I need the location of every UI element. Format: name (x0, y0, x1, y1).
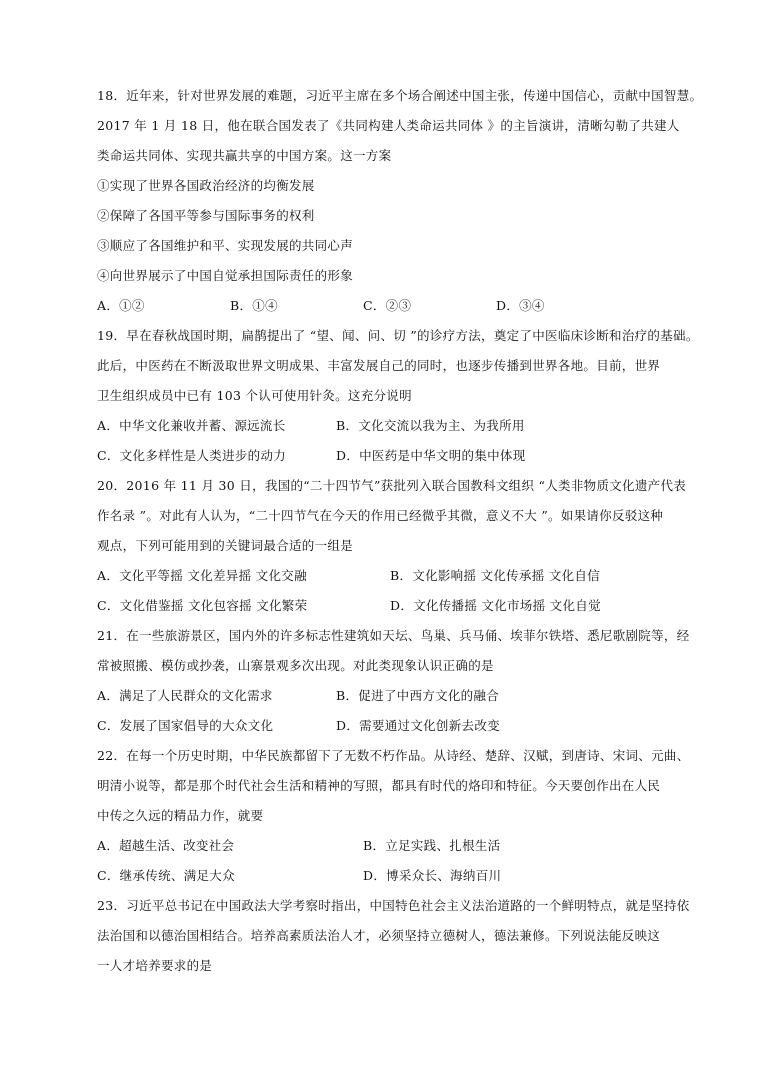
q19-option-b: B．文化交流以我为主、为我所用 (336, 418, 525, 433)
q19-option-c: C．文化多样性是人类进步的动力 (97, 448, 287, 463)
q21-option-b: B．促进了中西方文化的融合 (336, 688, 500, 703)
q18-statement-1: ①实现了世界各国政治经济的均衡发展 (97, 178, 315, 193)
q20-line-3: 观点，下列可能用到的关键词最合适的一组是 (97, 538, 354, 553)
q18-option-c: C．②③ (363, 298, 412, 313)
q21-line-2: 常被照搬、模仿或抄袭，山寨景观多次出现。对此类现象认识正确的是 (97, 658, 494, 673)
q22-line-1: 22．在每一个历史时期，中华民族都留下了无数不朽作品。从诗经、楚辞、汉赋，到唐诗、宋词、元曲、 (97, 748, 690, 763)
q22-line-2: 明清小说等，都是那个时代社会生活和精神的写照，都具有时代的烙印和特征。今天要创作出在人民 (97, 778, 661, 793)
q18-line-2: 2017 年 1 月 18 日，他在联合国发表了《共同构建人类命运共同体 》的主旨演讲，清晰勾勒了共建人 (97, 118, 680, 133)
q19-option-a: A．中华文化兼收并蓄、源远流长 (97, 418, 286, 433)
q18-option-a: A．①② (97, 298, 145, 313)
q19-line-1: 19．早在春秋战国时期，扁鹊提出了 “望、闻、问、切 ”的诊疗方法，奠定了中医临床诊断和治疗的基础。 (97, 328, 699, 343)
q18-statement-3: ③顺应了各国维护和平、实现发展的共同心声 (97, 238, 354, 253)
q22-option-b: B．立足实践、扎根生活 (363, 838, 501, 853)
q20-option-d: D．文化传播摇 文化市场摇 文化自觉 (390, 598, 601, 613)
q20-line-2: 作名录 ”。对此有人认为，“二十四节气在今天的作用已经微乎其微，意义不大 ”。如果请你反驳这种 (97, 508, 664, 523)
q20-option-a: A．文化平等摇 文化差异摇 文化交融 (97, 568, 307, 583)
q22-option-a: A．超越生活、改变社会 (97, 838, 235, 853)
q18-statement-2: ②保障了各国平等参与国际事务的权利 (97, 208, 315, 223)
q18-option-d: D．③④ (496, 298, 545, 313)
q19-line-2: 此后，中医药在不断汲取世界文明成果、丰富发展自己的同时，也逐步传播到世界各地。目前，世界 (97, 358, 661, 373)
q22-line-3: 中传之久远的精品力作，就要 (97, 808, 264, 823)
q21-option-a: A．满足了人民群众的文化需求 (97, 688, 273, 703)
q22-option-c: C．继承传统、满足大众 (97, 868, 235, 883)
q18-option-b: B．①④ (230, 298, 278, 313)
q20-line-1: 20．2016 年 11 月 30 日，我国的“二十四节气”获批列入联合国教科文组织 “人类非物质文化遗产代表 (97, 478, 687, 493)
q23-line-1: 23．习近平总书记在中国政法大学考察时指出，中国特色社会主义法治道路的一个鲜明特点，就是坚持依 (97, 898, 690, 913)
q18-line-3: 类命运共同体、实现共赢共享的中国方案。这一方案 (97, 148, 392, 163)
q18-line-1: 18．近年来，针对世界发展的难题，习近平主席在多个场合阐述中国主张，传递中国信心，贡献中国智慧。 (97, 88, 703, 103)
q20-option-b: B．文化影响摇 文化传承摇 文化自信 (390, 568, 601, 583)
q23-line-2: 法治国和以德治国相结合。培养高素质法治人才，必须坚持立德树人，德法兼修。下列说法能反映这 (97, 928, 661, 943)
q21-option-c: C．发展了国家倡导的大众文化 (97, 718, 274, 733)
q21-line-1: 21．在一些旅游景区，国内外的许多标志性建筑如天坛、鸟巢、兵马俑、埃菲尔铁塔、悉尼歌剧院等，经 (97, 628, 690, 643)
q20-option-c: C．文化借鉴摇 文化包容摇 文化繁荣 (97, 598, 308, 613)
q19-line-3: 卫生组织成员中已有 103 个认可使用针灸。这充分说明 (97, 388, 412, 403)
q23-line-3: 一人才培养要求的是 (97, 958, 213, 973)
q18-statement-4: ④向世界展示了中国自觉承担国际责任的形象 (97, 268, 354, 283)
q21-option-d: D．需要通过文化创新去改变 (336, 718, 500, 733)
q22-option-d: D．博采众长、海纳百川 (363, 868, 502, 883)
q19-option-d: D．中医药是中华文明的集中体现 (336, 448, 526, 463)
